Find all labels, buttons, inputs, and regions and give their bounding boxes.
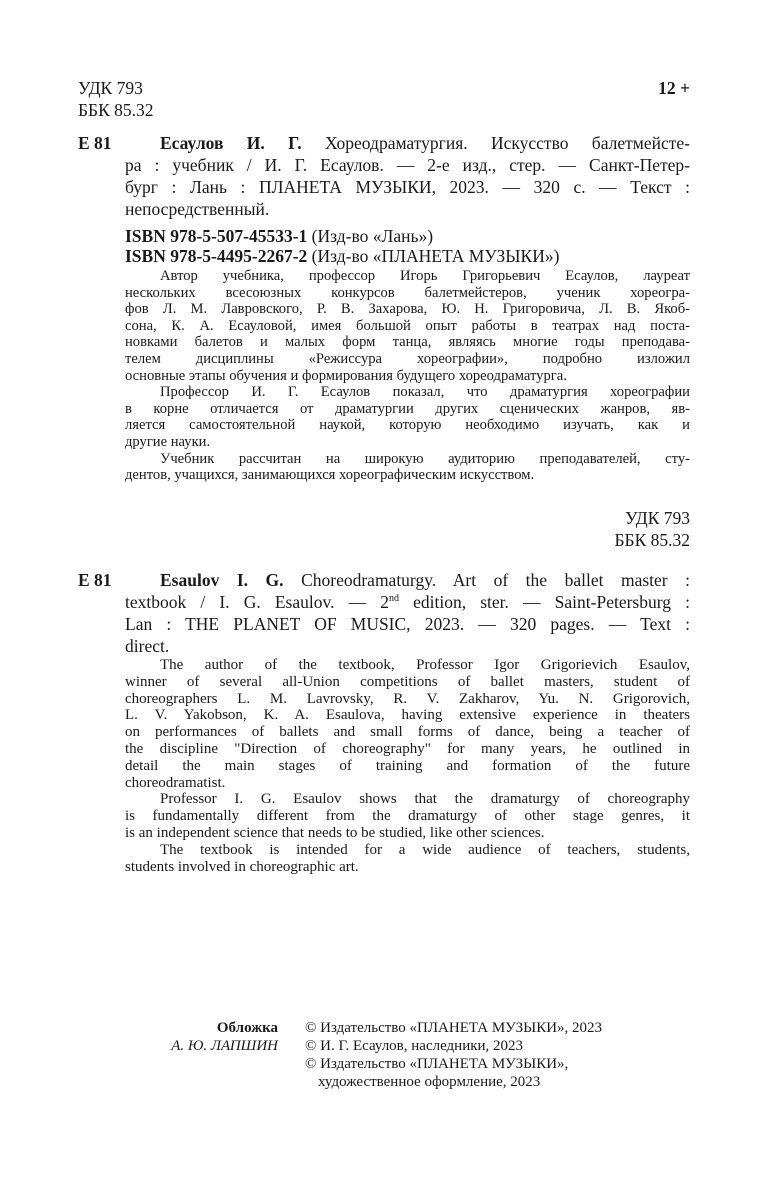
abstract-line: Professor I. G. Esaulov shows that the dramaturgy of choreography xyxy=(160,791,690,808)
classification-codes xyxy=(78,77,154,121)
abstract-line: the discipline "Direction of choreography" for many years, he outlined in xyxy=(125,740,690,757)
en-entry-line: Lan : THE PLANET OF MUSIC, 2023. — 320 pages. — Text : xyxy=(125,614,690,634)
bbk-code: ББК 85.32 xyxy=(78,100,154,120)
en-entry-code: Е 81 xyxy=(78,570,112,590)
abstract-paragraph xyxy=(125,842,690,876)
abstract-paragraph xyxy=(125,384,690,450)
abstract-line: дентов, учащихся, занимающихся хореографическим искусством. xyxy=(125,467,535,484)
copyright-line: художественное оформление, 2023 xyxy=(318,1074,541,1090)
abstract-line: в корне отличается от драматургии других сценических жанров, яв- xyxy=(125,400,690,417)
abstract-line: фов Л. М. Лавровского, Р. В. Захарова, Ю. Н. Григоровича, Л. В. Якоб- xyxy=(125,301,690,318)
abstract-line: The textbook is intended for a wide audience of teachers, students, xyxy=(160,841,690,858)
abstract-line: ляется самостоятельной наукой, которую необходимо изучать, как и xyxy=(125,417,690,434)
copyright-line: © Издательство «ПЛАНЕТА МУЗЫКИ», 2023 xyxy=(305,1020,603,1036)
abstract-line: L. V. Yakobson, K. A. Esaulova, having extensive experience in theaters xyxy=(125,707,690,724)
ru-title: Хореодраматургия. Искусство балетмейсте- xyxy=(325,133,690,153)
abstract-line: другие науки. xyxy=(125,433,211,450)
abstract-paragraph xyxy=(125,268,690,384)
abstract-line: detail the main stages of training and formation of the future xyxy=(125,757,690,774)
ru-author: Есаулов И. Г. xyxy=(160,133,302,153)
udk-code: УДК 793 xyxy=(625,508,690,528)
age-rating: 12 + xyxy=(658,78,690,98)
abstract-line: choreographers L. M. Lavrovsky, R. V. Zakharov, Yu. N. Grigorovich, xyxy=(125,690,690,707)
cover-label: Обложка xyxy=(216,1020,278,1036)
abstract-line: основные этапы обучения и формирования будущего хореодраматурга. xyxy=(125,367,567,384)
abstract-line: is an independent science that needs to be studied, like other sciences. xyxy=(125,824,545,841)
abstract-line: сона, К. А. Есауловой, имея большой опыт работы в театрах над поста- xyxy=(125,317,690,334)
isbn-number: ISBN 978-5-507-45533-1 xyxy=(125,226,308,246)
udk-code: УДК 793 xyxy=(78,78,143,98)
abstract-line: новками балетов и малых форм танца, являясь многие годы преподава- xyxy=(125,334,690,351)
abstract-line: Профессор И. Г. Есаулов показал, что драматургия хореографии xyxy=(160,384,690,401)
abstract-line: students involved in choreographic art. xyxy=(125,858,359,875)
abstract-paragraph xyxy=(125,657,690,791)
copyright-line: © Издательство «ПЛАНЕТА МУЗЫКИ», xyxy=(305,1056,569,1072)
abstract-line: Автор учебника, профессор Игорь Григорьевич Есаулов, лауреат xyxy=(160,268,690,284)
abstract-line: is fundamentally different from the dramaturgy of other stage genres, it xyxy=(125,808,690,825)
ru-entry-line: непосредственный. xyxy=(125,199,270,219)
ru-bibliographic-entry xyxy=(125,132,690,220)
cover-artist: А. Ю. ЛАПШИН xyxy=(171,1038,278,1054)
abstract-line: нескольких всесоюзных конкурсов балетмейстеров, ученик хореогра- xyxy=(125,284,690,301)
en-author: Esaulov I. G. xyxy=(160,570,284,590)
abstract-line: on performances of ballets and small forms of dance, being a teacher of xyxy=(125,724,690,741)
mid-classification-codes xyxy=(614,507,690,551)
en-abstract xyxy=(125,657,690,875)
en-title: Choreodramaturgy. Art of the ballet master : xyxy=(301,570,691,590)
copyright-line: © И. Г. Есаулов, наследники, 2023 xyxy=(305,1038,524,1054)
en-bibliographic-entry xyxy=(125,569,690,657)
isbn-line xyxy=(125,226,559,246)
isbn-line xyxy=(125,246,559,266)
abstract-line: Учебник рассчитан на широкую аудиторию преподавателей, сту- xyxy=(160,450,690,467)
ru-entry-code: Е 81 xyxy=(78,133,112,153)
ru-entry-line: ра : учебник / И. Г. Есаулов. — 2-е изд., стер. — Санкт-Петер- xyxy=(125,155,690,175)
abstract-paragraph xyxy=(125,451,690,484)
abstract-line: The author of the textbook, Professor Igor Grigorievich Esaulov, xyxy=(160,657,690,673)
abstract-line: winner of several all-Union competitions of ballet masters, student of xyxy=(125,673,690,690)
abstract-line: телем дисциплины «Режиссура хореографии», подробно изложил xyxy=(125,350,690,367)
copyright-block xyxy=(305,1019,602,1091)
cover-credit xyxy=(171,1019,278,1055)
abstract-paragraph xyxy=(125,791,690,841)
ru-abstract xyxy=(125,268,690,484)
en-entry-line: direct. xyxy=(125,636,170,656)
ru-entry-line: бург : Лань : ПЛАНЕТА МУЗЫКИ, 2023. — 320 с. — Текст : xyxy=(125,177,690,197)
isbn-publisher: (Изд-во «ПЛАНЕТА МУЗЫКИ») xyxy=(311,246,560,266)
en-entry-line: textbook / I. G. Esaulov. — 2nd edition, ster. — Saint-Petersburg : xyxy=(125,592,690,612)
isbn-publisher: (Изд-во «Лань») xyxy=(311,226,434,246)
isbn-list xyxy=(125,226,559,266)
abstract-line: choreodramatist. xyxy=(125,774,226,791)
bbk-code: ББК 85.32 xyxy=(614,530,690,550)
isbn-number: ISBN 978-5-4495-2267-2 xyxy=(125,246,308,266)
